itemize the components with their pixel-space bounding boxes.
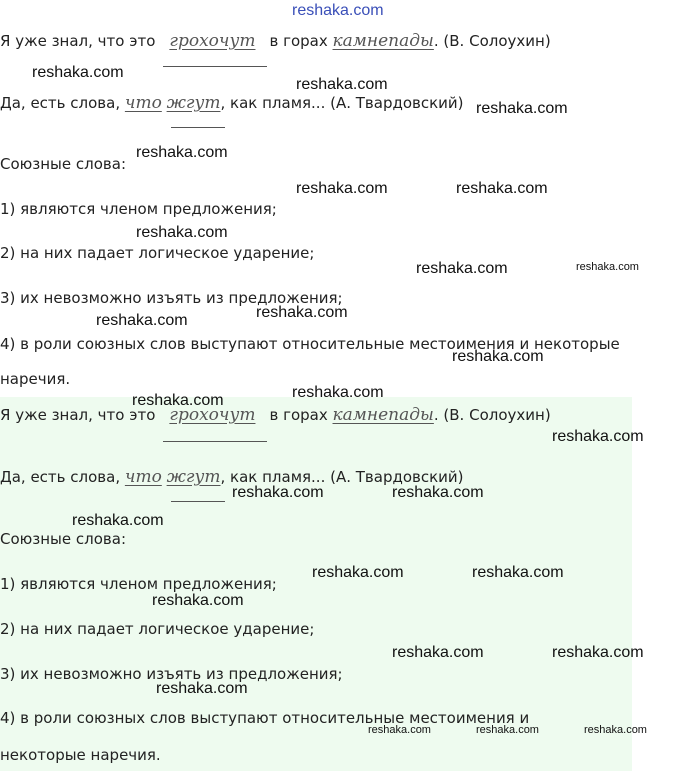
watermark: reshaka.com [136,144,228,161]
watermark: reshaka.com [368,724,431,736]
highlighted-word: грохочут [169,31,256,51]
list-item-continuation: некоторые наречия. [0,746,161,764]
watermark: reshaka.com [452,348,544,365]
highlighted-word: жгут [166,93,221,113]
watermark: reshaka.com [296,76,388,93]
list-item: 2) на них падает логическое ударение; [0,620,315,638]
highlighted-word: грохочут [169,405,256,425]
watermark: reshaka.com [156,680,248,697]
sentence-text: Я уже знал, что это [0,32,156,50]
list-item: 4) в роли союзных слов выступают относительные местоимения и некоторые [0,335,620,353]
sentence-text: в горах [269,406,328,424]
watermark: reshaka.com [472,564,564,581]
sentence-text: , как пламя... (А. Твардовский) [220,468,464,486]
watermark: reshaka.com [476,724,539,736]
watermark: reshaka.com [584,724,647,736]
example-sentence-2 [0,93,464,113]
list-item: 3) их невозможно изъять из предложения; [0,665,343,683]
list-item: 1) являются членом предложения; [0,575,277,593]
highlighted-word: камнепады [332,31,434,51]
list-item-continuation: наречия. [0,370,71,388]
watermark: reshaka.com [132,392,224,409]
watermark: reshaka.com [476,100,568,117]
watermark: reshaka.com [72,512,164,529]
watermark-header: reshaka.com [292,2,384,19]
watermark: reshaka.com [456,180,548,197]
highlighted-word: жгут [166,467,221,487]
highlighted-word: что [124,93,162,113]
list-item: 2) на них падает логическое ударение; [0,244,315,262]
sentence-text: . (В. Солоухин) [433,406,551,424]
underline-mark [171,127,225,128]
example-sentence-1 [0,405,551,425]
watermark: reshaka.com [392,644,484,661]
section-heading: Союзные слова: [0,155,126,173]
underline-mark [163,66,267,67]
watermark: reshaka.com [552,644,644,661]
watermark: reshaka.com [292,384,384,401]
list-item: 4) в роли союзных слов выступают относительные местоимения и [0,709,530,727]
sentence-text: Да, есть слова, [0,468,121,486]
underline-mark [171,501,225,502]
highlighted-word: камнепады [332,405,434,425]
watermark: reshaka.com [296,180,388,197]
list-item: 1) являются членом предложения; [0,200,277,218]
watermark: reshaka.com [576,261,639,273]
watermark: reshaka.com [32,64,124,81]
underline-mark [163,441,267,442]
section-heading: Союзные слова: [0,530,126,548]
sentence-text: , как пламя... (А. Твардовский) [220,94,464,112]
watermark: reshaka.com [152,592,244,609]
sentence-text: Я уже знал, что это [0,406,156,424]
watermark: reshaka.com [312,564,404,581]
watermark: reshaka.com [256,304,348,321]
highlighted-word: что [124,467,162,487]
sentence-text: в горах [269,32,328,50]
watermark: reshaka.com [392,484,484,501]
sentence-text: Да, есть слова, [0,94,121,112]
watermark: reshaka.com [232,484,324,501]
example-sentence-1 [0,31,551,51]
list-item: 3) их невозможно изъять из предложения; [0,289,343,307]
watermark: reshaka.com [136,224,228,241]
watermark: reshaka.com [96,312,188,329]
sentence-text: . (В. Солоухин) [433,32,551,50]
watermark: reshaka.com [552,428,644,445]
watermark: reshaka.com [416,260,508,277]
